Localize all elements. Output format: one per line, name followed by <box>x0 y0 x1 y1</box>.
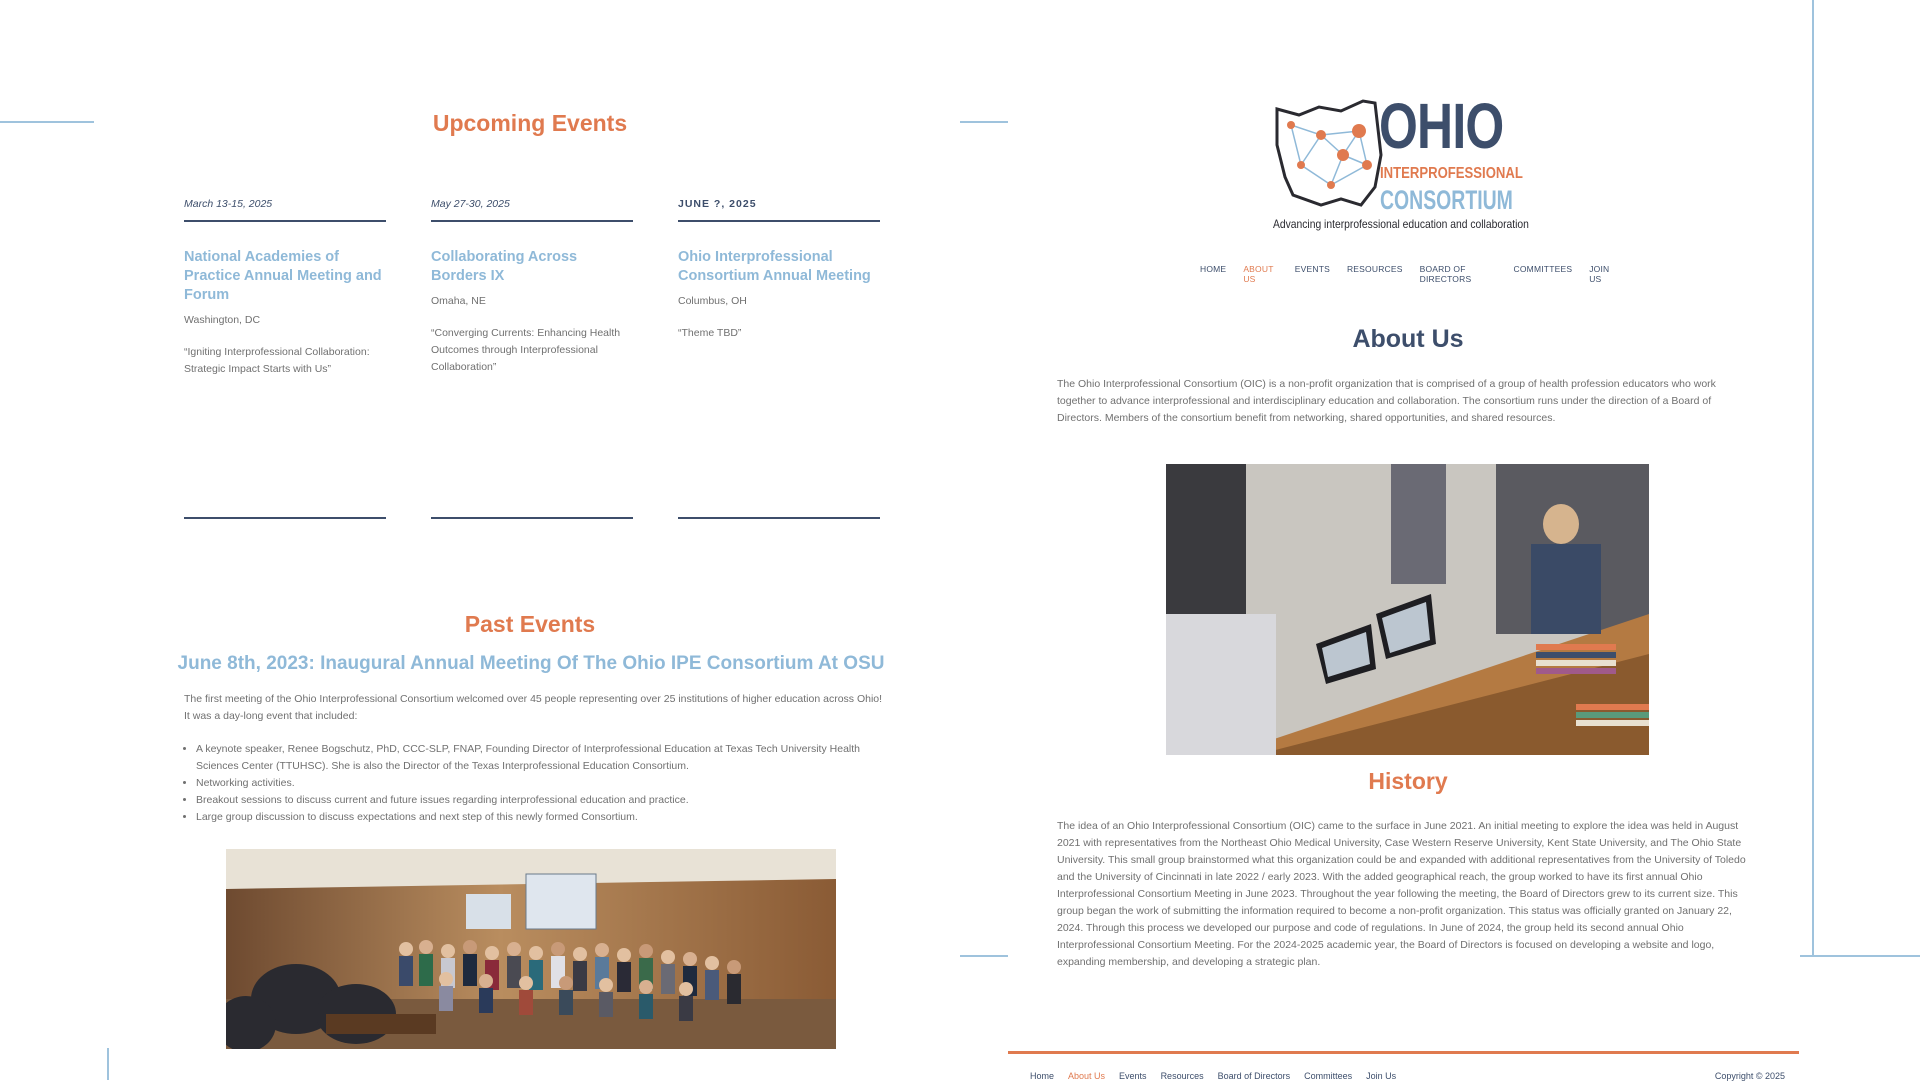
list-item: • A keynote speaker, Renee Bogschutz, PhD, CCC-SLP, FNAP, Founding Director of Interprofessional Education at Texas Tech University Health Sciences Center (TTUHSC). She is also the Director of the Texas Interprofessional Education Consortium. <box>196 741 876 775</box>
footer-link-resources[interactable]: Resources <box>1160 1071 1204 1081</box>
footer-link-board-of-directors[interactable]: Board of Directors <box>1217 1071 1291 1081</box>
frame-line <box>960 955 1008 957</box>
nav-item-home[interactable]: HOME <box>1200 264 1227 274</box>
divider <box>184 220 386 222</box>
list-item: • Large group discussion to discuss expectations and next step of this newly formed Consortium. <box>196 809 876 826</box>
event-date: May 27-30, 2025 <box>431 198 510 210</box>
footer-link-join-us[interactable]: Join Us <box>1366 1071 1397 1081</box>
event-date: JUNE ?, 2025 <box>678 198 757 210</box>
footer-link-about-us[interactable]: About Us <box>1068 1071 1106 1081</box>
list-item: • Breakout sessions to discuss current and future issues regarding interprofessional education and practice. <box>196 792 876 809</box>
about-us-title: About Us <box>1352 325 1464 353</box>
event-theme: “Theme TBD” <box>678 327 742 339</box>
divider <box>184 517 386 519</box>
event-title-link[interactable]: Ohio Interprofessional Consortium Annual Meeting <box>678 249 871 284</box>
past-events-title: Past Events <box>464 611 596 637</box>
group-photo <box>226 849 836 1049</box>
ohio-consortium-logo[interactable] <box>1271 90 1533 231</box>
past-event-heading: June 8th, 2023: Inaugural Annual Meeting Of The Ohio IPE Consortium At OSU <box>177 653 885 674</box>
event-location: Washington, DC <box>184 314 261 326</box>
history-text: The idea of an Ohio Interprofessional Consortium (OIC) came to the surface in June 2021. An initial meeting to explore the idea was held in August 2021 with representatives from the Northeast Ohio Medical University, Case Western Reserve University, Kent State University, and The Ohio State University. This small group brainstormed what this organization could be and expanded with additional representatives from the University of Toledo and the University of Cincinnati in late 2022 / early 2023. With the added geographical reach, the group worked to have its first annual Ohio Interprofessional Consortium Meeting in June 2023. Throughout the year following the meeting, the Board of Directors grew to its current size. This group began the work of submitting the information required to become a non-profit organization. This status was officially granted on January 22, 2024. Through this process we developed our purpose and code of regulations. In June of 2024, the group held its second annual Ohio Interprofessional Consortium Meeting. For the 2024-2025 academic year, the Board of Directors is focused on developing a website and logo, expanding membership, and developing a strategic plan. <box>1057 820 1746 968</box>
event-date: March 13-15, 2025 <box>184 198 273 210</box>
footer-link-committees[interactable]: Committees <box>1304 1071 1353 1081</box>
event-location: Omaha, NE <box>431 295 486 307</box>
footer-link-home[interactable]: Home <box>1030 1071 1055 1081</box>
copyright-text: Copyright © 2025 <box>1714 1071 1785 1081</box>
nav-item-committees[interactable]: COMMITTEES <box>1513 264 1573 274</box>
divider <box>431 517 633 519</box>
nav-item-about-us[interactable]: ABOUT US <box>1243 264 1274 284</box>
event-card <box>184 198 386 378</box>
divider <box>678 220 880 222</box>
event-card <box>678 198 880 342</box>
footer-link-events[interactable]: Events <box>1119 1071 1147 1081</box>
logo-word-ohio: OHIO <box>1379 90 1504 162</box>
frame-line <box>0 121 94 123</box>
past-event-intro: The first meeting of the Ohio Interprofessional Consortium welcomed over 45 people representing over 25 institutions of higher education across Ohio! It was a day-long event that included: <box>184 693 883 722</box>
nav-item-events[interactable]: EVENTS <box>1294 264 1330 274</box>
nav-item-board-of-directors[interactable]: BOARD OF DIRECTORS <box>1419 264 1472 284</box>
logo-tagline: Advancing interprofessional education and collaboration <box>1273 217 1529 231</box>
history-title: History <box>1368 768 1448 794</box>
event-theme: “Igniting Interprofessional Collaboration: Strategic Impact Starts with Us” <box>184 346 370 375</box>
event-title-link[interactable]: Collaborating Across Borders IX <box>431 249 578 284</box>
nav-item-join-us[interactable]: JOIN US <box>1589 264 1610 284</box>
list-item: • Networking activities. <box>196 775 876 792</box>
divider <box>678 517 880 519</box>
logo-word-consortium: CONSORTIUM <box>1380 185 1513 215</box>
nav-item-resources[interactable]: RESOURCES <box>1346 264 1403 274</box>
logo-word-interprofessional: INTERPROFESSIONAL <box>1380 165 1523 182</box>
event-theme: “Converging Currents: Enhancing Health Outcomes through Interprofessional Collaboration” <box>431 327 621 373</box>
divider <box>431 220 633 222</box>
frame-line <box>107 1048 109 1080</box>
past-event-list <box>184 741 876 826</box>
event-title-link[interactable]: National Academies of Practice Annual Meeting and Forum <box>184 249 382 303</box>
about-us-text: The Ohio Interprofessional Consortium (OIC) is a non-profit organization that is comprised of a group of health profession educators who work together to advance interprofessional and interdisciplinary education and collaboration. The consortium runs under the direction of a Board of Directors. Members of the consortium benefit from networking, shared opportunities, and shared resources. <box>1057 378 1716 424</box>
footer-divider <box>1008 1051 1799 1054</box>
upcoming-events-title: Upcoming Events <box>432 110 628 136</box>
frame-line <box>960 121 1008 123</box>
meeting-photo <box>1166 464 1649 755</box>
frame-line <box>1812 0 1814 956</box>
frame-line <box>1800 955 1920 957</box>
event-card <box>431 198 633 376</box>
main-nav <box>1200 264 1616 284</box>
event-location: Columbus, OH <box>678 295 747 307</box>
